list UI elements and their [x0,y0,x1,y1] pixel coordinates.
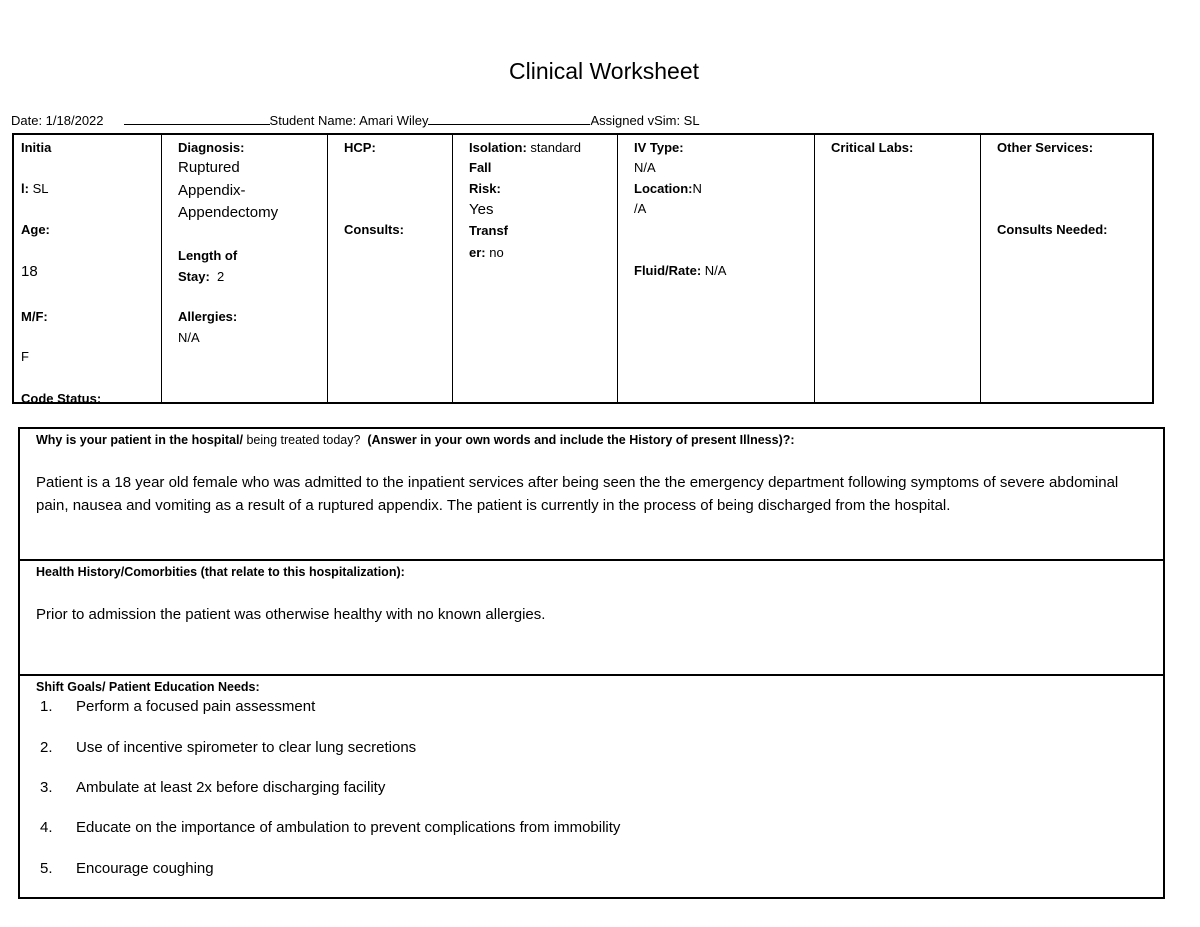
list-item: 1. Perform a focused pain assessment [40,698,316,715]
reason-text: Patient is a 18 year old female who was admitted to the inpatient services after being seen the the emergency department following symptoms of severe abdominal pain, nausea and vomiting as a result of a ruptured appendix. The patient is currently in the process of being discharged from the hospital. [36,474,1119,514]
reason-section [18,427,1165,561]
history-section [18,559,1165,676]
diagnosis-line3: Appendectomy [178,204,279,221]
col-patient [14,135,162,406]
transfer-label: Transf [469,223,509,238]
col-services [981,135,1152,402]
sex-label: M/F: [21,309,48,324]
list-item: 4. Educate on the importance of ambulation to prevent complications from immobility [40,819,621,836]
los-label: Length of [178,248,238,263]
iv-type-label: IV Type: [634,140,684,155]
initials-label: Initia [21,140,52,155]
initials-field: l: SL [21,181,49,196]
transfer-field: er: no [469,245,504,260]
header-line [11,112,700,128]
col-diagnosis [162,135,328,402]
col-iv [618,135,815,402]
iv-type-value: N/A [634,160,656,175]
fluid-rate-field: Fluid/Rate: N/A [634,263,727,278]
assigned-vsim-field: Assigned vSim: SL [590,113,700,128]
diagnosis-line2: Appendix- [178,182,246,199]
consults-label: Consults: [344,222,404,237]
fall-risk-label: Fall [469,160,492,175]
allergies-value: N/A [178,330,200,345]
isolation-field: Isolation: standard [469,140,581,155]
sex-value: F [21,349,29,364]
code-status-label: Code Status: [21,391,102,406]
col-labs [815,135,981,402]
list-item: 3. Ambulate at least 2x before discharging facility [40,779,386,796]
fall-risk-label2: Risk: [469,181,501,196]
age-label: Age: [21,222,50,237]
col-hcp [328,135,453,402]
location-field: Location:N [634,181,702,196]
fall-risk-value: Yes [469,201,494,218]
underline [124,112,270,125]
diagnosis-label: Diagnosis: [178,140,245,155]
other-services-label: Other Services: [997,140,1094,155]
goals-heading: Shift Goals/ Patient Education Needs: [36,680,260,694]
list-item: 2. Use of incentive spirometer to clear lung secretions [40,739,417,756]
location-value2: /A [634,201,647,216]
age-value: 18 [21,263,38,280]
history-text: Prior to admission the patient was otherwise healthy with no known allergies. [36,606,546,623]
col-isolation [453,135,618,402]
consults-needed-label: Consults Needed: [997,222,1108,237]
underline [428,112,590,125]
goals-section [18,674,1165,899]
allergies-label: Allergies: [178,309,238,324]
critical-labs-label: Critical Labs: [831,140,914,155]
patient-info-grid [12,133,1154,404]
diagnosis-line1: Ruptured [178,159,240,176]
page-title: Clinical Worksheet [508,58,700,84]
reason-heading: Why is your patient in the hospital/ being treated today? (Answer in your own words and include the History of present Illness)?: [36,433,795,447]
los-field: Stay: 2 [178,269,225,284]
list-item: 5. Encourage coughing [40,860,214,877]
student-name-field: Student Name: Amari Wiley [269,113,429,128]
hcp-label: HCP: [344,140,376,155]
history-heading: Health History/Comorbities (that relate to this hospitalization): [36,565,405,579]
date-field: Date: 1/18/2022 [11,113,104,128]
